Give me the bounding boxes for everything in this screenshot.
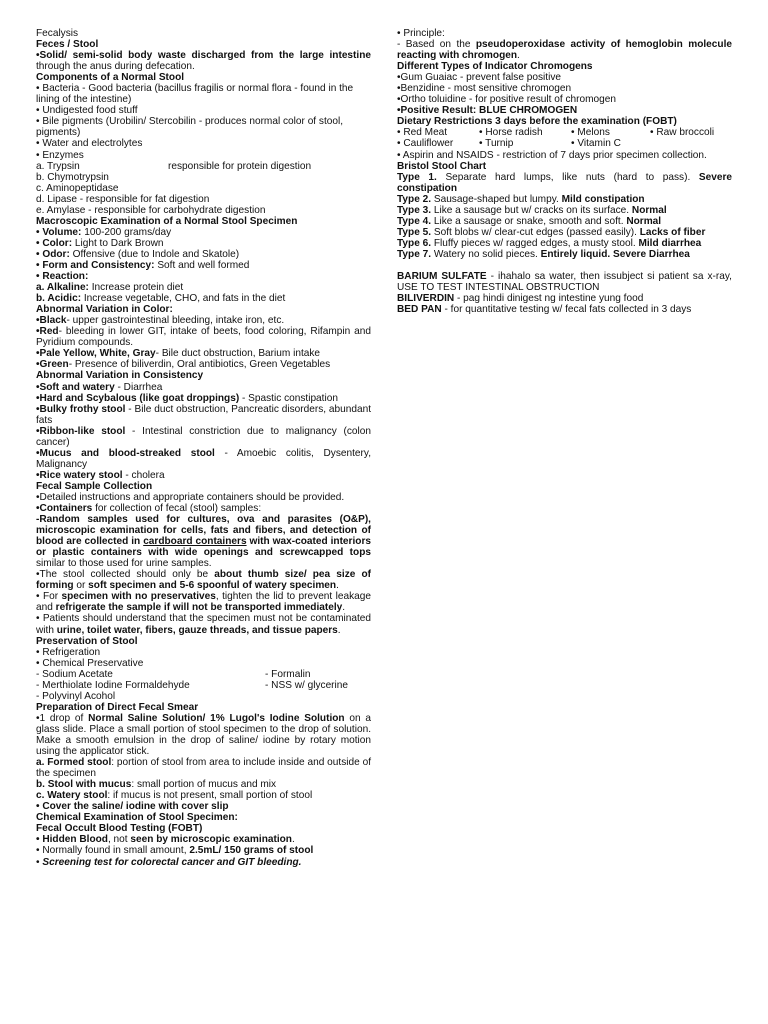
text-run: : portion of stool from area to include inside and outside of the specimen (36, 757, 371, 780)
tab-cell: - Formalin (265, 668, 311, 680)
text-line (36, 105, 371, 116)
text-run: . (517, 50, 520, 62)
text-line (397, 271, 732, 293)
text-run: Fluffy pieces w/ ragged edges, a musty stool. (431, 237, 639, 249)
section-heading (397, 161, 732, 172)
text-run: Mild diarrhea (638, 237, 702, 249)
text-line (36, 172, 371, 183)
tabbed-line (397, 138, 732, 149)
text-run: - pag hindi dinigest ng intestine yung food (454, 293, 644, 305)
text-run: Preparation of Direct Fecal Smear (36, 701, 199, 713)
text-run: • Volume: (36, 226, 82, 238)
text-line (36, 260, 371, 271)
text-run: Mild constipation (561, 193, 645, 205)
text-run: a. Alkaline: (36, 282, 89, 294)
text-run: . (342, 602, 346, 614)
text-run: - Bile duct obstruction, Barium intake (155, 348, 321, 360)
text-run: •Green (36, 359, 69, 371)
text-line (36, 150, 371, 161)
spacer (397, 260, 732, 271)
text-run: •Benzidine - most sensitive chromogen (397, 83, 572, 95)
text-run: . (291, 834, 295, 846)
text-run: • Odor: (36, 248, 70, 260)
text-run: • Aspirin and NSAIDS - restriction of 7 days prior specimen collection. (397, 149, 707, 161)
text-line (397, 216, 732, 227)
text-line (397, 83, 732, 94)
text-run: • Refrigeration (36, 646, 101, 658)
text-run: Light to Dark Brown (72, 237, 164, 249)
text-run: Fecal Occult Blood Testing (FOBT) (36, 823, 203, 835)
text-line (36, 249, 371, 260)
text-line (36, 834, 371, 845)
section-heading (36, 481, 371, 492)
text-line (36, 271, 371, 282)
text-run: • Principle: (397, 28, 445, 39)
tabbed-line (36, 680, 371, 691)
section-heading (36, 812, 371, 823)
text-line (397, 227, 732, 238)
text-run: •Mucus and blood-streaked stool (36, 447, 215, 459)
text-line (36, 282, 371, 293)
text-line (36, 470, 371, 481)
text-line (36, 326, 371, 348)
text-line (36, 83, 371, 105)
text-run: cardboard containers (143, 536, 247, 548)
tabbed-line (36, 161, 371, 172)
text-run: •The stool collected should only be (36, 569, 215, 581)
tab-cell: • Cauliflower (397, 138, 454, 150)
text-line (397, 172, 732, 194)
text-run: • Cover the saline/ iodine with cover slip (36, 801, 229, 813)
tab-cell: • Raw broccoli (650, 127, 715, 139)
text-run: •Positive Result: BLUE CHROMOGEN (397, 105, 578, 117)
tab-cell: - Sodium Acetate (36, 668, 113, 680)
text-line (397, 249, 732, 260)
text-run: Separate hard lumps, like nuts (hard to pass). (436, 171, 699, 183)
text-line (36, 779, 371, 790)
text-line (397, 94, 732, 105)
text-run: • Patients should understand that the specimen must not be contaminated with (36, 613, 371, 636)
text-run: •Hard and Scybalous (like goat droppings) (36, 392, 240, 404)
text-run: 2.5mL/ 150 grams of stool (189, 845, 314, 857)
text-line (36, 613, 371, 635)
text-run: • Reaction: (36, 271, 89, 283)
text-run: Components of a Normal Stool (36, 72, 185, 84)
tab-cell: • Vitamin C (571, 138, 621, 150)
tabbed-line (397, 127, 732, 138)
text-line (36, 790, 371, 801)
text-run: BARIUM SULFATE (397, 270, 487, 282)
text-line (36, 426, 371, 448)
text-run: - Diarrhea (114, 381, 163, 393)
text-run: Different Types of Indicator Chromogens (397, 61, 593, 73)
text-run: - Spastic constipation (239, 392, 338, 404)
text-run: Screening test for colorectal cancer and GIT bleeding. (42, 856, 302, 868)
text-run: • Color: (36, 237, 73, 249)
text-line (397, 194, 732, 205)
text-line (36, 658, 371, 669)
text-line (36, 315, 371, 326)
text-run: • Normally found in small amount, (36, 845, 190, 857)
text-run: urine, toilet water, fibers, gauze threads, and tissue papers (56, 624, 338, 636)
text-run: •Detailed instructions and appropriate containers should be provided. (36, 491, 345, 503)
text-line (397, 304, 732, 315)
text-run: Soft and well formed (154, 259, 250, 271)
text-run: •Soft and watery (36, 381, 115, 393)
text-line (36, 569, 371, 591)
text-line (36, 138, 371, 149)
text-run: specimen with no preservatives (61, 591, 216, 603)
text-run: Normal (631, 204, 667, 216)
text-run: • Water and electrolytes (36, 138, 143, 150)
text-run: , not (107, 834, 131, 846)
tab-cell: • Turnip (479, 138, 514, 150)
tab-cell: • Red Meat (397, 127, 448, 139)
text-run: Type 2. (397, 193, 432, 205)
text-line (397, 28, 732, 39)
text-line (36, 348, 371, 359)
text-run: similar to those used for urine samples. (36, 558, 212, 570)
text-line (36, 293, 371, 304)
text-run: Type 7. (397, 248, 432, 260)
text-run: a. Formed stool (36, 757, 112, 769)
section-heading (36, 702, 371, 713)
text-line (36, 194, 371, 205)
text-run: - Intestinal constriction due to malignancy (colon cancer) (36, 425, 372, 448)
section-heading (397, 61, 732, 72)
text-run: pseudoperoxidase activity of hemoglobin molecule reacting with chromogen (397, 39, 732, 62)
text-run: Offensive (due to Indole and Skatole) (69, 248, 240, 260)
text-run: soft specimen and 5-6 spoonful of watery specimen (88, 580, 337, 592)
tab-cell: • Horse radish (479, 127, 543, 139)
text-run: BILIVERDIN (397, 293, 455, 305)
text-line (36, 757, 371, 779)
text-run: •Bulky frothy stool (36, 403, 126, 415)
text-run: • (36, 856, 43, 868)
text-run: Abnormal Variation in Color: (36, 304, 173, 316)
text-run: - cholera (122, 469, 165, 481)
text-line (36, 238, 371, 249)
text-run: Increase protein diet (88, 282, 184, 294)
text-run: : small portion of mucus and mix (131, 779, 277, 791)
right-column (397, 28, 732, 315)
text-run: Preservation of Stool (36, 635, 138, 647)
text-line (36, 227, 371, 238)
text-line (397, 238, 732, 249)
text-run: Sausage-shaped but lumpy. (431, 193, 562, 205)
text-run: . (337, 624, 341, 636)
text-run: Normal (626, 215, 662, 227)
section-heading (36, 216, 371, 227)
text-line (36, 691, 371, 702)
text-run: •Containers (36, 503, 93, 515)
left-column (36, 28, 371, 868)
text-run: refrigerate the sample if will not be transported immediately (55, 602, 343, 614)
text-run: •Ribbon-like stool (36, 425, 126, 437)
text-run: •1 drop of (36, 712, 89, 724)
text-run: 100-200 grams/day (81, 226, 172, 238)
text-run: - Presence of biliverdin, Oral antibiotics, Green Vegetables (68, 359, 331, 371)
section-heading (36, 823, 371, 834)
text-run: Watery no solid pieces. (431, 248, 541, 260)
text-run: • Chemical Preservative (36, 657, 144, 669)
text-line (36, 116, 371, 138)
text-run: Entirely liquid. Severe Diarrhea (540, 248, 690, 260)
text-run: b. Chymotrypsin (36, 171, 109, 183)
text-run: Type 6. (397, 237, 432, 249)
text-line (397, 205, 732, 216)
text-run: Like a sausage or snake, smooth and soft. (431, 215, 627, 227)
text-run: Chemical Examination of Stool Specimen: (36, 812, 238, 824)
text-run: Macroscopic Examination of a Normal Stool Specimen (36, 215, 298, 227)
tab-cell: responsible for protein digestion (168, 160, 312, 172)
text-run: Lacks of fiber (639, 226, 706, 238)
text-run: •Ortho toluidine - for positive result of chromogen (397, 94, 616, 106)
text-line (36, 404, 371, 426)
text-run: -Random samples used for cultures, ova and parasites (O&P), microscopic examination for cells, fats and fibers, and detection of blood are collected in (36, 514, 371, 548)
text-run: : if mucus is not present, small portion of stool (107, 790, 313, 802)
tab-cell: - NSS w/ glycerine (265, 679, 349, 691)
text-line (36, 393, 371, 404)
text-run: . (336, 580, 339, 592)
text-run: b. Stool with mucus (36, 779, 132, 791)
text-run: • Bacteria - Good bacteria (bacillus fragilis or normal flora - found in the lining of the intestine) (36, 83, 354, 106)
tab-cell: • Melons (571, 127, 610, 139)
text-run: with wax-coated interiors or plastic containers with wide openings and screwcapped tops (36, 536, 371, 559)
text-run: • Form and Consistency: (36, 259, 155, 271)
tab-cell: a. Trypsin (36, 160, 80, 172)
text-run: Type 4. (397, 215, 432, 227)
text-line (36, 382, 371, 393)
text-run: Type 3. (397, 204, 432, 216)
text-run: through the anus during defecation. (36, 61, 195, 73)
text-run: - Amoebic colitis, Dysentery, Malignancy (36, 447, 371, 470)
text-line (36, 359, 371, 370)
text-line (397, 293, 732, 304)
text-line (36, 857, 371, 868)
text-run: • Undigested food stuff (36, 105, 138, 117)
text-line (36, 492, 371, 503)
text-run: - Polyvinyl Acohol (36, 690, 116, 702)
text-run: Fecal Sample Collection (36, 480, 153, 492)
text-line (36, 503, 371, 514)
section-heading (36, 39, 371, 50)
text-run: Type 1. (397, 171, 437, 183)
text-run: - Bile duct obstruction, Pancreatic disorders, abundant fats (36, 403, 372, 426)
tab-cell: - Merthiolate Iodine Formaldehyde (36, 679, 190, 691)
tabbed-line (36, 669, 371, 680)
text-run: - for quantitative testing w/ fecal fats collected in 3 days (441, 304, 692, 316)
text-run: BED PAN (397, 304, 442, 316)
text-line (36, 514, 371, 569)
text-run: on a glass slide. Place a small portion of stool specimen to the drop of solution. Make a smooth emulsion in the drop of saline/ iodine by rotary motion using the applicator stick. (36, 712, 372, 758)
text-run: •Gum Guaiac - prevent false positive (397, 72, 561, 84)
text-run: Like a sausage but w/ cracks on its surface. (431, 204, 632, 216)
text-line (36, 50, 371, 72)
section-heading (36, 636, 371, 647)
text-run: about thumb size/ pea size of forming (36, 569, 371, 592)
text-run: Severe constipation (397, 171, 732, 194)
text-run: • Hidden Blood (36, 834, 108, 846)
text-line (36, 801, 371, 812)
text-run: c. Aminopeptidase (36, 182, 119, 194)
text-run: Abnormal Variation in Consistency (36, 370, 204, 382)
text-run: - Based on the (397, 39, 476, 51)
text-run: •Black (36, 315, 67, 327)
text-run: Fecalysis (36, 28, 79, 39)
text-line (36, 713, 371, 757)
text-run: •Rice watery stool (36, 469, 123, 481)
text-run: seen by microscopic examination (130, 834, 292, 846)
text-run: - bleeding in lower GIT, intake of beets, food coloring, Rifampin and Pyridium compounds. (36, 326, 371, 349)
text-line (397, 105, 732, 116)
text-line (36, 183, 371, 194)
text-run: e. Amylase - responsible for carbohydrate digestion (36, 204, 266, 216)
text-line (397, 39, 732, 61)
text-run: Bristol Stool Chart (397, 160, 487, 172)
text-run: • Bile pigments (Urobilin/ Stercobilin - produces normal color of stool, pigments) (36, 116, 344, 139)
text-line (36, 448, 371, 470)
text-run: •Solid/ semi-solid body waste discharged from the large intestine (36, 50, 371, 62)
text-run: for collection of fecal (stool) samples: (92, 503, 262, 515)
section-heading (36, 370, 371, 381)
text-line (36, 591, 371, 613)
text-run: b. Acidic: (36, 293, 82, 305)
text-run: Soft blobs w/ clear-cut edges (passed easily). (431, 226, 640, 238)
text-run: - ihahalo sa water, then issubject si patient sa x-ray, USE TO TEST INTESTINAL OBSTRUCTION (397, 270, 732, 294)
text-run: Increase vegetable, CHO, and fats in the diet (81, 293, 286, 305)
text-run: •Pale Yellow, White, Gray (36, 348, 156, 360)
text-line (36, 205, 371, 216)
text-run: d. Lipase - responsible for fat digestion (36, 193, 210, 205)
text-run: Type 5. (397, 226, 432, 238)
text-run: Normal Saline Solution/ 1% Lugol's Iodine Solution (88, 712, 345, 724)
text-run: - upper gastrointestinal bleeding, intake iron, etc. (66, 315, 285, 327)
text-run: , tighten the lid to prevent leakage and (36, 591, 371, 614)
text-run: • For (36, 591, 62, 603)
section-heading (36, 72, 371, 83)
text-run: c. Watery stool (36, 790, 108, 802)
text-line (36, 845, 371, 856)
text-line (397, 72, 732, 83)
text-run: • Enzymes (36, 149, 84, 161)
section-heading (36, 304, 371, 315)
text-run: or (73, 580, 89, 592)
text-run: Dietary Restrictions 3 days before the examination (FOBT) (397, 116, 677, 128)
section-heading (397, 116, 732, 127)
text-line (36, 647, 371, 658)
text-line (397, 150, 732, 161)
text-line (36, 28, 371, 39)
text-run: •Red (36, 326, 59, 338)
text-run: Feces / Stool (36, 39, 99, 51)
